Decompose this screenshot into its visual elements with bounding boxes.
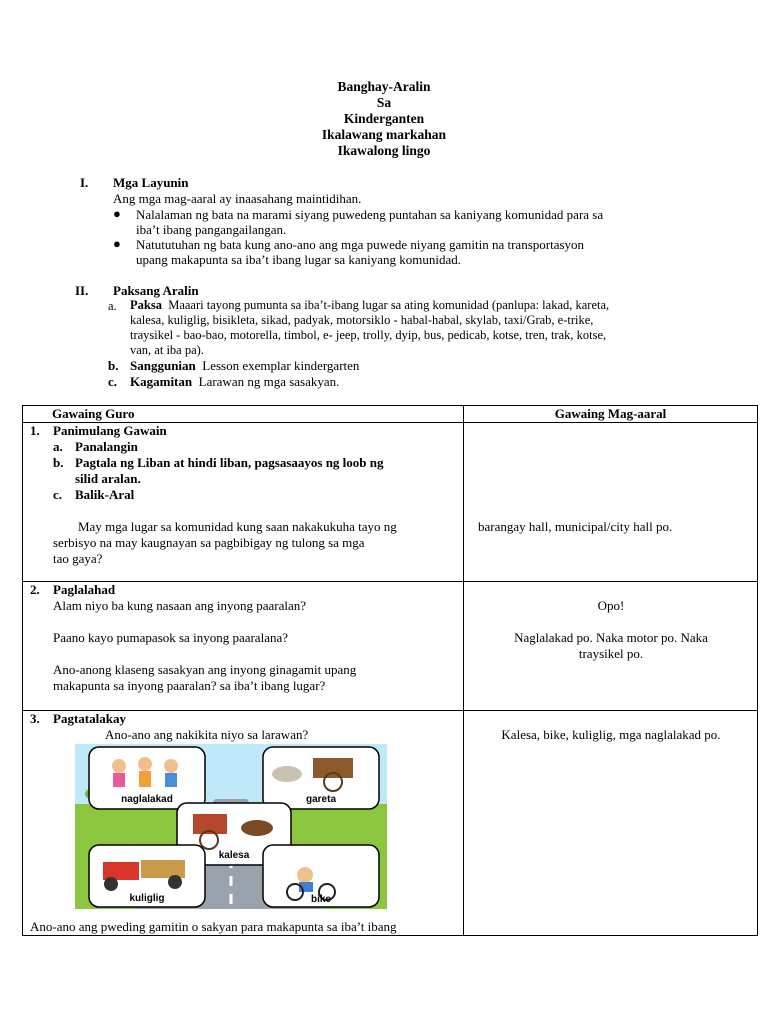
- row3-student-cell: [464, 711, 758, 936]
- objective-2-line1: Natututuhan ng bata kung ano-ano ang mga puwede niyang gamitin na transportasyon: [136, 237, 585, 252]
- row2-student-cell: [464, 582, 758, 711]
- objective-1-line2: iba’t ibang pangangailangan.: [136, 222, 287, 237]
- table-row: [23, 423, 758, 582]
- section-1-number: I.: [80, 175, 89, 190]
- row1-review-line2: serbisyo na may kaugnayan sa pagbibigay ng tulong sa mga: [53, 535, 365, 550]
- table-row: [23, 582, 758, 711]
- row3-answer: Kalesa, bike, kuliglig, mga naglalakad po.: [501, 727, 721, 742]
- row3-title: Pagtatalakay: [53, 711, 126, 726]
- row1-answer: barangay hall, municipal/city hall po.: [478, 519, 673, 534]
- doc-subtitle-quarter: Ikalawang markahan: [321, 127, 447, 142]
- paksa-text: Maaari tayong pumunta sa iba’t-ibang lugar sa ating komunidad (panlupa: lakad, kareta,: [168, 298, 610, 312]
- transportation-picture: [75, 744, 387, 909]
- bullet-dot: ●: [113, 236, 121, 251]
- gareta-card: [263, 747, 379, 809]
- bullet-dot: ●: [113, 206, 121, 221]
- row3-question-2: Ano-ano ang pweding gamitin o sakyan para makapunta sa iba’t ibang: [30, 919, 397, 934]
- objective-2-line2: upang makapunta sa iba’t ibang lugar sa kaniyang komunidad.: [136, 252, 462, 267]
- row1-item-b-line1: Pagtala ng Liban at hindi liban, pagsasaayos ng loob ng: [75, 455, 384, 470]
- row2-answer-2-line2: traysikel po.: [578, 646, 644, 661]
- kuliglig-card: [89, 845, 205, 907]
- row1-a-marker: a.: [53, 439, 63, 454]
- paksa-line2: kalesa, kuliglig, bisikleta, sikad, padyak, motorsiklo - habal-habal, skylab, taxi/Grab, e-trike,: [130, 313, 594, 327]
- sanggunian-line: [130, 358, 359, 374]
- doc-subtitle-sa: Sa: [376, 95, 392, 110]
- row1-student-cell: [464, 423, 758, 582]
- row2-title: Paglalahad: [53, 582, 116, 597]
- sanggunian-text: Lesson exemplar kindergarten: [202, 358, 360, 373]
- section-1-heading: Mga Layunin: [113, 175, 189, 190]
- row3-number: 3.: [30, 711, 40, 726]
- label-kuliglig: kuliglig: [129, 893, 165, 904]
- row1-teacher-cell: [23, 423, 464, 582]
- row3-teacher-cell: [23, 711, 464, 936]
- row1-review-line3: tao gaya?: [53, 551, 103, 566]
- row2-question-2: Paano kayo pumapasok sa inyong paaralana?: [53, 630, 289, 645]
- row2-question-3-line2: makapunta sa inyong paaralan? sa iba’t ibang lugar?: [53, 678, 326, 693]
- label-gareta: gareta: [305, 794, 337, 805]
- naglalakad-card: [89, 747, 205, 809]
- row1-item-b-line2: silid aralan.: [75, 471, 141, 486]
- row2-question-3-line1: Ano-anong klaseng sasakyan ang inyong ginagamit upang: [53, 662, 357, 677]
- row2-answer-2-line1: Naglalakad po. Naka motor po. Naka: [514, 630, 708, 645]
- section-1-intro: Ang mga mag-aaral ay inaasahang maintidihan.: [113, 191, 362, 206]
- header-cell-student: [464, 406, 758, 423]
- row2-number: 2.: [30, 582, 40, 597]
- sanggunian-label: Sanggunian: [130, 358, 196, 373]
- header-cell-teacher: [23, 406, 464, 423]
- section-2-number: II.: [75, 283, 89, 298]
- item-b-marker: b.: [108, 358, 119, 373]
- label-bike: bike: [310, 894, 332, 905]
- table-header-row: [23, 406, 758, 423]
- row2-teacher-cell: [23, 582, 464, 711]
- col-header-teacher: Gawaing Guro: [52, 406, 135, 421]
- paksa-line3: traysikel - bao-bao, motorella, timbol, e- jeep, trolly, dyip, bus, pedicab, kotse, tren, trak, kotse,: [130, 328, 607, 342]
- table-row: [23, 711, 758, 936]
- kagamitan-text: Larawan ng mga sasakyan.: [198, 374, 340, 389]
- label-kalesa: kalesa: [218, 850, 250, 861]
- row1-item-a: Panalangin: [75, 439, 138, 454]
- doc-subtitle-week: Ikawalong lingo: [337, 143, 431, 158]
- paksa-line1: [130, 298, 609, 314]
- objective-1-line1: Nalalaman ng bata na marami siyang puwedeng puntahan sa kaniyang komunidad para sa: [136, 207, 604, 222]
- row2-answer-1: Opo!: [597, 598, 625, 613]
- row1-b-marker: b.: [53, 455, 64, 470]
- row2-question-1: Alam niyo ba kung nasaan ang inyong paaralan?: [53, 598, 307, 613]
- row1-number: 1.: [30, 423, 40, 438]
- paksa-label: Paksa: [130, 298, 162, 312]
- row1-review-line1: May mga lugar sa komunidad kung saan nakakukuha tayo ng: [78, 519, 397, 534]
- kagamitan-line: [130, 374, 339, 390]
- section-2-heading: Paksang Aralin: [113, 283, 199, 298]
- lesson-activity-table: [22, 405, 758, 936]
- kagamitan-label: Kagamitan: [130, 374, 193, 389]
- doc-subtitle-grade: Kinderganten: [343, 111, 425, 126]
- row1-title: Panimulang Gawain: [53, 423, 167, 438]
- row3-question-1: Ano-ano ang nakikita niyo sa larawan?: [105, 727, 309, 742]
- col-header-student: Gawaing Mag-aaral: [554, 406, 667, 421]
- bike-card: [263, 845, 379, 907]
- item-c-marker: c.: [108, 374, 118, 389]
- paksa-line4: van, at iba pa).: [130, 343, 204, 357]
- row1-c-marker: c.: [53, 487, 63, 502]
- label-naglalakad: naglalakad: [121, 794, 173, 805]
- item-a-marker: a.: [108, 299, 117, 313]
- row1-item-c: Balik-Aral: [75, 487, 135, 502]
- doc-title: Banghay-Aralin: [337, 79, 431, 94]
